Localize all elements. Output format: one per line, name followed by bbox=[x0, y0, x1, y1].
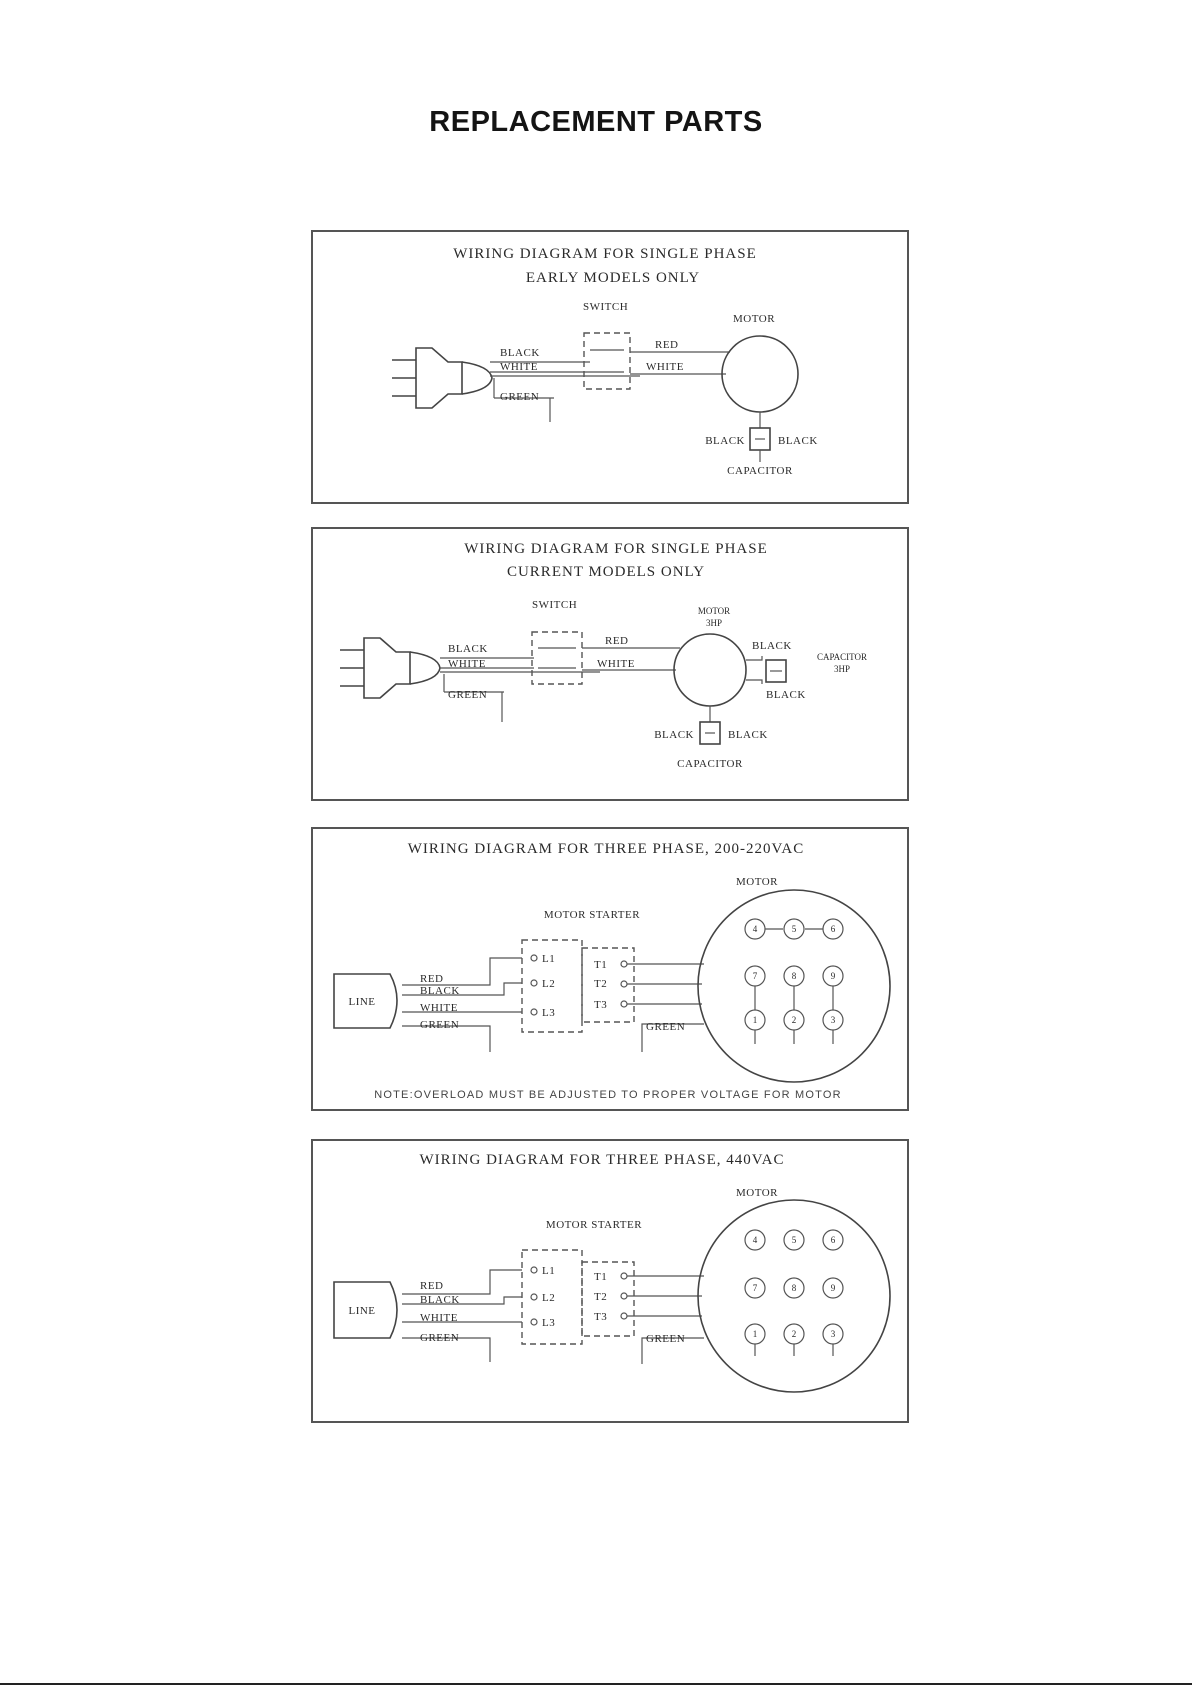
diagram-frame bbox=[312, 1140, 908, 1422]
terminal-4: 4 bbox=[752, 1235, 758, 1245]
motor-icon bbox=[674, 634, 746, 706]
plug-icon bbox=[392, 348, 492, 408]
wire-label-green: GREEN bbox=[500, 391, 540, 403]
wire-label-white: WHITE bbox=[500, 361, 538, 373]
terminal-8: 8 bbox=[791, 971, 797, 981]
diagram-subtitle: CURRENT MODELS ONLY bbox=[506, 564, 706, 580]
terminal-7: 7 bbox=[752, 971, 758, 981]
motor-label: MOTOR bbox=[697, 606, 731, 616]
terminal-2: 2 bbox=[791, 1329, 797, 1339]
wire-label-green: GREEN bbox=[448, 689, 488, 701]
motor-icon bbox=[722, 336, 798, 412]
terminal-l1: L1 bbox=[542, 953, 556, 965]
diagram-note: NOTE:OVERLOAD MUST BE ADJUSTED TO PROPER VOLTAGE FOR MOTOR bbox=[374, 1089, 842, 1101]
diagram-frame bbox=[312, 828, 908, 1110]
motor-starter-label: MOTOR STARTER bbox=[545, 1219, 643, 1231]
cap-wire-label-left: BLACK bbox=[654, 729, 694, 741]
terminal-l2: L2 bbox=[542, 978, 556, 990]
terminal-1: 1 bbox=[752, 1015, 758, 1025]
capacitor-label: CAPACITOR bbox=[727, 465, 793, 477]
capacitor-3hp-sub-label: 3HP bbox=[833, 664, 851, 674]
capacitor-label: CAPACITOR bbox=[677, 758, 743, 770]
terminal-4: 4 bbox=[752, 924, 758, 934]
overload-icon bbox=[582, 1262, 634, 1336]
motor-label: MOTOR bbox=[735, 1187, 779, 1199]
terminal-l3: L3 bbox=[542, 1317, 556, 1329]
terminal-l3: L3 bbox=[542, 1007, 556, 1019]
switch-icon bbox=[532, 632, 582, 684]
page-title: REPLACEMENT PARTS bbox=[429, 106, 763, 138]
wire-label-black: BLACK bbox=[420, 985, 460, 997]
wire-label-red: RED bbox=[655, 339, 679, 351]
terminal-6: 6 bbox=[830, 924, 836, 934]
motor-hp-label: 3HP bbox=[705, 618, 723, 628]
line-label: LINE bbox=[348, 1305, 376, 1317]
diagram-three-phase-220 bbox=[312, 828, 908, 1110]
terminal-5: 5 bbox=[791, 1235, 797, 1245]
wire-label-red: RED bbox=[420, 973, 444, 985]
terminal-8: 8 bbox=[791, 1283, 797, 1293]
terminal-l2: L2 bbox=[542, 1292, 556, 1304]
terminal-9: 9 bbox=[830, 971, 836, 981]
switch-icon bbox=[584, 333, 630, 389]
diagram-title: WIRING DIAGRAM FOR SINGLE PHASE bbox=[453, 246, 757, 262]
wire-label-white-motor: WHITE bbox=[646, 361, 684, 373]
cap-wire-label-right: BLACK bbox=[728, 729, 768, 741]
terminal-t2: T2 bbox=[594, 978, 608, 990]
diagram-title: WIRING DIAGRAM FOR THREE PHASE, 440VAC bbox=[419, 1152, 785, 1168]
terminal-2: 2 bbox=[791, 1015, 797, 1025]
diagram-single-phase-current bbox=[312, 528, 908, 800]
wire-label-black: BLACK bbox=[500, 347, 540, 359]
terminal-7: 7 bbox=[752, 1283, 758, 1293]
terminal-9: 9 bbox=[830, 1283, 836, 1293]
diagram-subtitle: EARLY MODELS ONLY bbox=[525, 270, 701, 286]
diagram-title: WIRING DIAGRAM FOR SINGLE PHASE bbox=[464, 541, 768, 557]
motor-terminals bbox=[745, 919, 843, 1044]
wire-label-green: GREEN bbox=[420, 1332, 460, 1344]
wire-label-white-motor: WHITE bbox=[597, 658, 635, 670]
terminal-t1: T1 bbox=[594, 1271, 608, 1283]
diagram-three-phase-440 bbox=[312, 1140, 908, 1422]
switch-label: SWITCH bbox=[532, 599, 578, 611]
terminal-5: 5 bbox=[791, 924, 797, 934]
wire-label-red: RED bbox=[605, 635, 629, 647]
wire-label-green-motor: GREEN bbox=[646, 1021, 686, 1033]
terminal-t3: T3 bbox=[594, 1311, 608, 1323]
wire-label-green: GREEN bbox=[420, 1019, 460, 1031]
terminal-6: 6 bbox=[830, 1235, 836, 1245]
cap-wire-label-top: BLACK bbox=[752, 640, 792, 652]
terminal-t2: T2 bbox=[594, 1291, 608, 1303]
terminal-t1: T1 bbox=[594, 959, 608, 971]
diagram-single-phase-early bbox=[312, 231, 908, 503]
wire-label-white: WHITE bbox=[420, 1312, 458, 1324]
wire-label-red: RED bbox=[420, 1280, 444, 1292]
wire-label-black: BLACK bbox=[448, 643, 488, 655]
terminal-3: 3 bbox=[830, 1329, 836, 1339]
cap-wire-label-left: BLACK bbox=[705, 435, 745, 447]
motor-label: MOTOR bbox=[735, 876, 779, 888]
terminal-3: 3 bbox=[830, 1015, 836, 1025]
cap-wire-label-bottom: BLACK bbox=[766, 689, 806, 701]
terminal-1: 1 bbox=[752, 1329, 758, 1339]
terminal-t3: T3 bbox=[594, 999, 608, 1011]
line-label: LINE bbox=[348, 996, 376, 1008]
switch-label: SWITCH bbox=[583, 301, 629, 313]
capacitor-3hp-label: CAPACITOR bbox=[816, 652, 868, 662]
motor-icon bbox=[698, 1200, 890, 1392]
motor-terminals bbox=[745, 1230, 843, 1356]
wire-label-black: BLACK bbox=[420, 1294, 460, 1306]
diagram-title: WIRING DIAGRAM FOR THREE PHASE, 200-220VAC bbox=[407, 841, 805, 857]
plug-icon bbox=[340, 638, 440, 698]
motor-starter-label: MOTOR STARTER bbox=[543, 909, 641, 921]
terminal-l1: L1 bbox=[542, 1265, 556, 1277]
wire-label-green-motor: GREEN bbox=[646, 1333, 686, 1345]
wire-label-white: WHITE bbox=[420, 1002, 458, 1014]
wire-label-white: WHITE bbox=[448, 658, 486, 670]
cap-wire-label-right: BLACK bbox=[778, 435, 818, 447]
motor-label: MOTOR bbox=[733, 313, 776, 325]
